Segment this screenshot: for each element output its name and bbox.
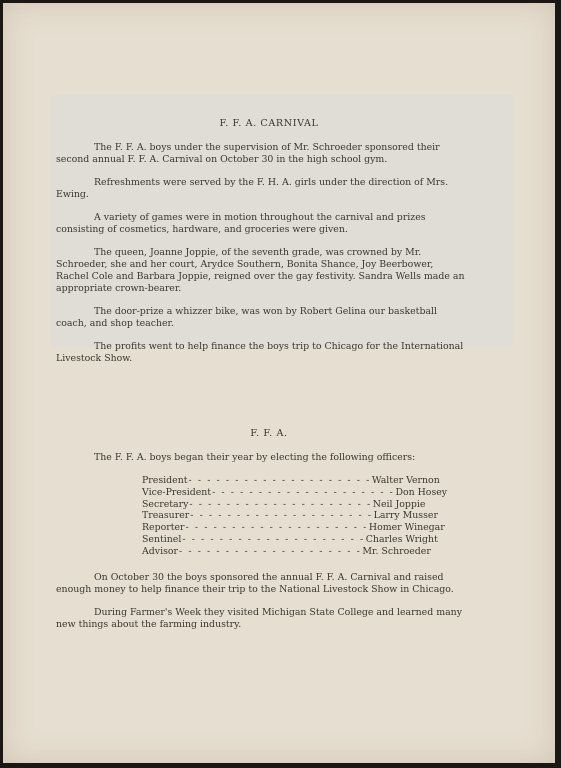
officer-name: Neil Joppie <box>372 498 426 510</box>
ffa-intro: The F. F. A. boys began their year by electing the following officers: <box>94 452 416 463</box>
dash-leader: - - - - - - - - - - - - - - - - - - - - <box>185 522 368 534</box>
dash-leader: - - - - - - - - - - - - - - - - - - - - <box>189 498 372 510</box>
ffa-heading: F. F. A. <box>250 428 288 439</box>
carnival-paragraph: A variety of games were in motion throughout the carnival and prizes consisting of cosmetics, hardware, and groceries were given. <box>56 212 426 235</box>
ffa-paragraph: During Farmer's Week they visited Michigan State College and learned many new things about the farming industry. <box>56 606 463 630</box>
carnival-heading: F. F. A. CARNIVAL <box>219 118 319 129</box>
officer-title: Sentinel <box>142 533 182 545</box>
yearbook-page <box>3 3 555 763</box>
carnival-paragraph: Refreshments were served by the F. H. A. girls under the direction of Mrs. Ewing. <box>56 177 449 200</box>
officer-row <box>142 522 445 534</box>
dash-leader: - - - - - - - - - - - - - - - - - - - - <box>188 475 371 486</box>
officer-list <box>142 475 448 558</box>
carnival-paragraph: The profits went to help finance the boys trip to Chicago for the International Livestock Show. <box>56 341 464 364</box>
carnival-section <box>56 118 468 376</box>
officer-row <box>142 475 440 487</box>
officer-title: Treasurer <box>142 510 190 522</box>
dash-leader: - - - - - - - - - - - - - - - - - - - - <box>212 486 395 498</box>
carnival-paragraph: The F. F. A. boys under the supervision of Mr. Schroeder sponsored their second annual F. F. A. Carnival on October 30 in the high school gym. <box>56 142 440 165</box>
officer-title: President <box>142 475 188 486</box>
dash-leader: - - - - - - - - - - - - - - - - - - - - <box>190 510 373 522</box>
officer-title: Vice-President <box>142 486 212 498</box>
ffa-section <box>56 428 468 642</box>
officer-row <box>142 545 431 558</box>
officer-name: Homer Winegar <box>368 522 445 534</box>
officer-name: Mr. Schroeder <box>362 545 431 557</box>
carnival-paragraph: The queen, Joanne Joppie, of the seventh grade, was crowned by Mr. Schroeder, she and her court, Arydce Southern, Bonita Shance, Joy Beerbower, Rachel Cole and Barbara Joppie, reigned over the gay festivity. Sandra Wells made an appropriate crown-bearer. <box>56 247 465 294</box>
officer-title: Advisor <box>142 545 179 557</box>
officer-name: Charles Wright <box>365 533 438 545</box>
officer-row <box>142 533 438 546</box>
officer-title: Reporter <box>142 522 185 534</box>
officer-name: Larry Musser <box>373 510 438 522</box>
ffa-paragraph: On October 30 the boys sponsored the annual F. F. A. Carnival and raised enough money to help finance their trip to the National Livestock Show in Chicago. <box>56 571 454 595</box>
officer-row <box>142 486 448 499</box>
officer-name: Don Hosey <box>395 486 448 498</box>
officer-name: Walter Vernon <box>371 475 440 486</box>
officer-row <box>142 510 438 522</box>
dash-leader: - - - - - - - - - - - - - - - - - - - - <box>182 533 365 545</box>
carnival-paragraph: The door-prize a whizzer bike, was won by Robert Gelina our basketball coach, and shop teacher. <box>56 306 438 329</box>
officer-title: Secretary <box>142 498 189 510</box>
dash-leader: - - - - - - - - - - - - - - - - - - - - <box>179 545 362 557</box>
officer-row <box>142 498 426 511</box>
